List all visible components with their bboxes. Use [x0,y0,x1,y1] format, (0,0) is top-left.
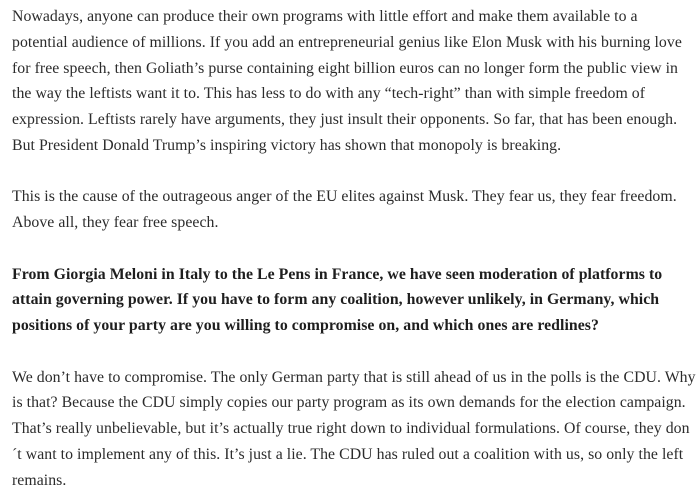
article-body [12,4,696,494]
article-paragraph: We don’t have to compromise. The only German party that is still ahead of us in the polls is the CDU. Why is that? Because the CDU simply copies our party program as its own demands for the election campaign. That’s really unbelievable, but it’s actually true right down to individual formulations. Of course, they don´t want to implement any of this. It’s just a lie. The CDU has ruled out a coalition with us, so only the left remains. [12,368,696,489]
article-paragraph: Nowadays, anyone can produce their own programs with little effort and make them available to a potential audience of millions. If you add an entrepreneurial genius like Elon Musk with his burning love for free speech, then Goliath’s purse containing eight billion euros can no longer form the public view in the way the leftists want it to. This has less to do with any “tech-right” than with simple freedom of expression. Leftists rarely have arguments, they just insult their opponents. So far, that has been enough. But President Donald Trump’s inspiring victory has shown that monopoly is breaking. [12,8,682,154]
article-paragraph: This is the cause of the outrageous anger of the EU elites against Musk. They fear us, they fear freedom. Above all, they fear free speech. [12,188,677,232]
interview-question: From Giorgia Meloni in Italy to the Le Pens in France, we have seen moderation of platforms to attain governing power. If you have to form any coalition, however unlikely, in Germany, which positions of your party are you willing to compromise on, and which ones are redlines? [12,265,663,335]
